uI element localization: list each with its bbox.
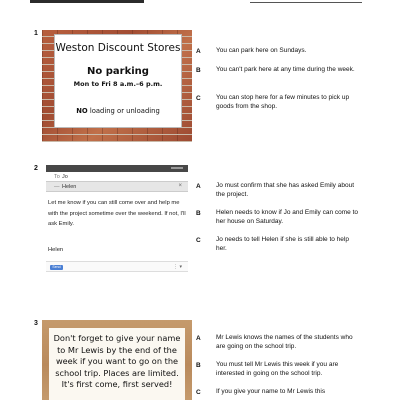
option-letter: B [196, 362, 201, 369]
option-letter: B [196, 210, 201, 217]
question-number: 1 [34, 30, 38, 37]
email-body: Let me know if you can still come over and help me with the project sometime over the weekend. If not, I'll ask Emily. [48, 200, 186, 227]
email-toolbar [46, 261, 188, 272]
email-to-value: Jo [62, 174, 68, 180]
sign-loading-prefix: NO [76, 107, 88, 115]
send-button[interactable]: Send [50, 265, 63, 270]
sign-loading [55, 107, 181, 115]
option-letter: C [196, 95, 201, 102]
close-icon[interactable]: × [178, 183, 182, 189]
option-text: You can stop here for a few minutes to pick up goods from the shop. [216, 94, 350, 110]
sign-heading: No parking [87, 66, 149, 77]
option-text: If you give your name to Mr Lewis this [216, 388, 326, 395]
email-subject-row[interactable] [46, 182, 188, 192]
notice-board [49, 328, 185, 400]
sign-times: Mon to Fri 8 a.m.–6 p.m. [73, 80, 163, 88]
header-rule-left [30, 0, 144, 3]
more-options-icon[interactable]: ⋮ ▾ [173, 264, 182, 270]
option-text: Jo needs to tell Helen if she is still able to help her. [216, 236, 349, 252]
sign-store-name: Weston Discount Stores [55, 42, 181, 54]
email-signature: Helen [48, 247, 64, 253]
option-text: You can't park here at any time during the week. [216, 66, 355, 73]
option-letter: B [196, 67, 201, 74]
question-number: 3 [34, 320, 38, 327]
header-rule-right [250, 2, 362, 3]
parking-sign [54, 34, 182, 128]
option-text: Jo must confirm that she has asked Emily about the project. [216, 182, 355, 198]
option-letter: A [196, 183, 201, 190]
option-text: You must tell Mr Lewis this week if you are interested in going on the school trip. [216, 361, 339, 377]
option-text: Helen needs to know if Jo and Emily can come to her house on Saturday. [216, 209, 358, 225]
option-letter: C [196, 237, 201, 244]
option-text: Mr Lewis knows the names of the students who are going on the school trip. [216, 334, 353, 350]
sign-loading-rest: loading or unloading [87, 107, 160, 115]
option-letter: A [196, 48, 201, 55]
email-to-label: To [54, 174, 60, 180]
email-subject-value: Helen [62, 184, 77, 190]
question-number: 2 [34, 165, 38, 172]
option-letter: C [196, 389, 201, 396]
email-subject-label: — [54, 184, 60, 190]
option-text: You can park here on Sundays. [216, 47, 307, 54]
option-letter: A [196, 335, 201, 342]
email-to-row[interactable] [46, 172, 188, 182]
email-title-bar [46, 165, 188, 172]
notice-text: Don't forget to give your name to Mr Lewis by the end of the week if you want to go on the school trip. Places are limited. It's first come, first served! [53, 333, 181, 389]
